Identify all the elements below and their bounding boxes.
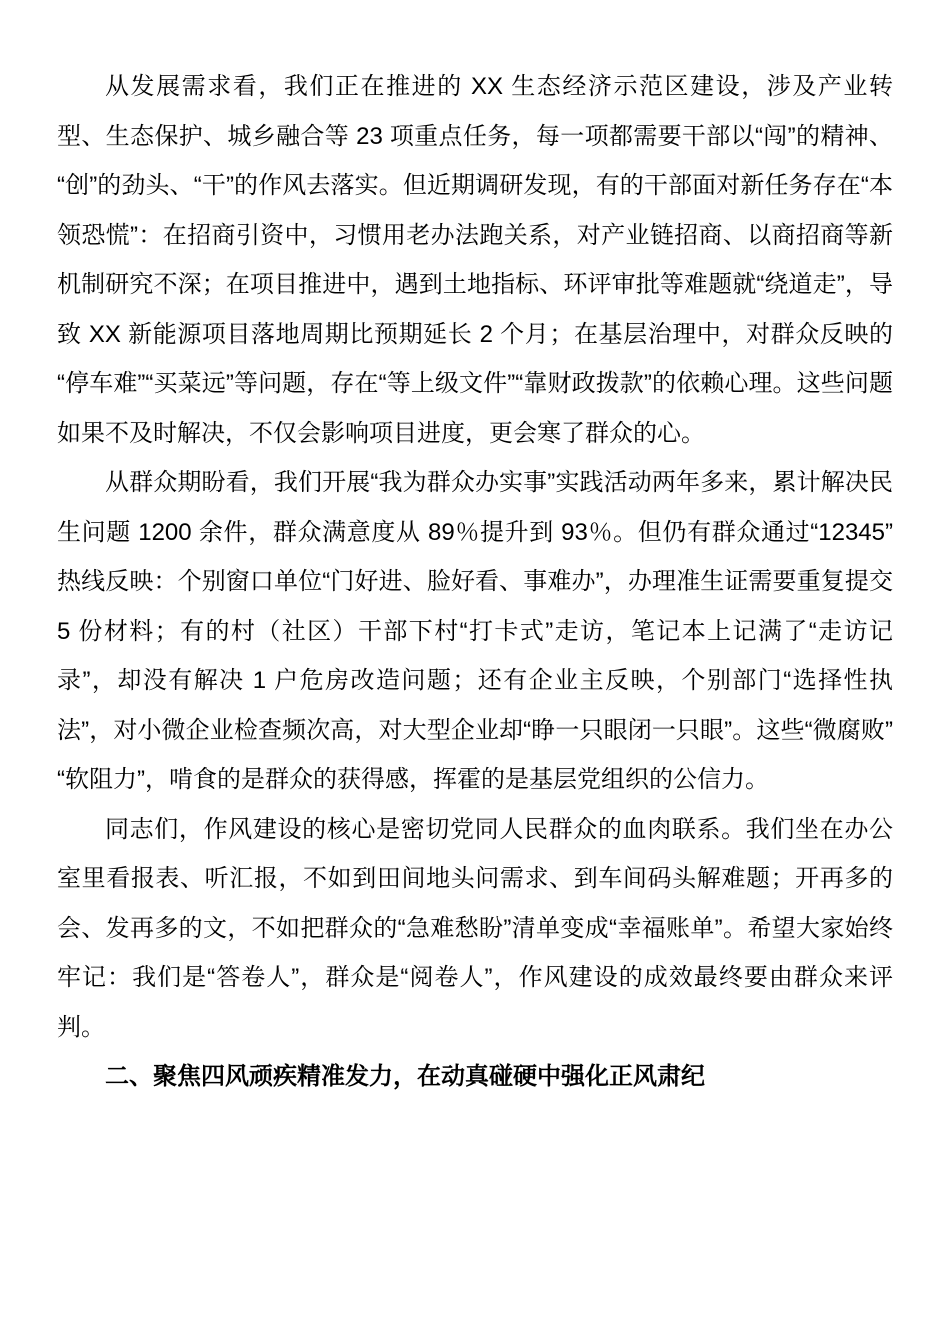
paragraph-public-expectations: 从群众期盼看，我们开展“我为群众办实事”实践活动两年多来，累计解决民生问题 1200 余件，群众满意度从 89％提升到 93％。但仍有群众通过“12345”热线反映：个别窗口单位“门好进、脸好看、事难办”，办理准生证需要重复提交 5 份材料；有的村（社区）干部下村“打卡式”走访，笔记本上记满了“走访记录”，却没有解决 1 户危房改造问题；还有企业主反映，个别部门“选择性执法”，对小微企业检查频次高，对大型企业却“睁一只眼闭一只眼”。这些“微腐败”“软阻力”，啃食的是群众的获得感，挥霍的是基层党组织的公信力。 — [57, 469, 893, 793]
paragraph-development-needs: 从发展需求看，我们正在推进的 XX 生态经济示范区建设，涉及产业转型、生态保护、城乡融合等 23 项重点任务，每一项都需要干部以“闯”的精神、“创”的劲头、“干”的作风去落实。但近期调研发现，有的干部面对新任务存在“本领恐慌”：在招商引资中，习惯用老办法跑关系，对产业链招商、以商招商等新机制研究不深；在项目推进中，遇到土地指标、环评审批等难题就“绕道走”，导致 XX 新能源项目落地周期比预期延长 2 个月；在基层治理中，对群众反映的“停车难”“买菜远”等问题，存在“等上级文件”“靠财政拨款”的依赖心理。这些问题如果不及时解决，不仅会影响项目进度，更会寒了群众的心。 — [57, 73, 893, 447]
paragraph-comrades-conclusion: 同志们，作风建设的核心是密切党同人民群众的血肉联系。我们坐在办公室里看报表、听汇报，不如到田间地头问需求、到车间码头解难题；开再多的会、发再多的文，不如把群众的“急难愁盼”清单变成“幸福账单”。希望大家始终牢记：我们是“答卷人”，群众是“阅卷人”，作风建设的成效最终要由群众来评判。 — [57, 815, 893, 1041]
section-heading: 二、聚焦四风顽疾精准发力，在动真碰硬中强化正风肃纪 — [105, 1063, 705, 1090]
